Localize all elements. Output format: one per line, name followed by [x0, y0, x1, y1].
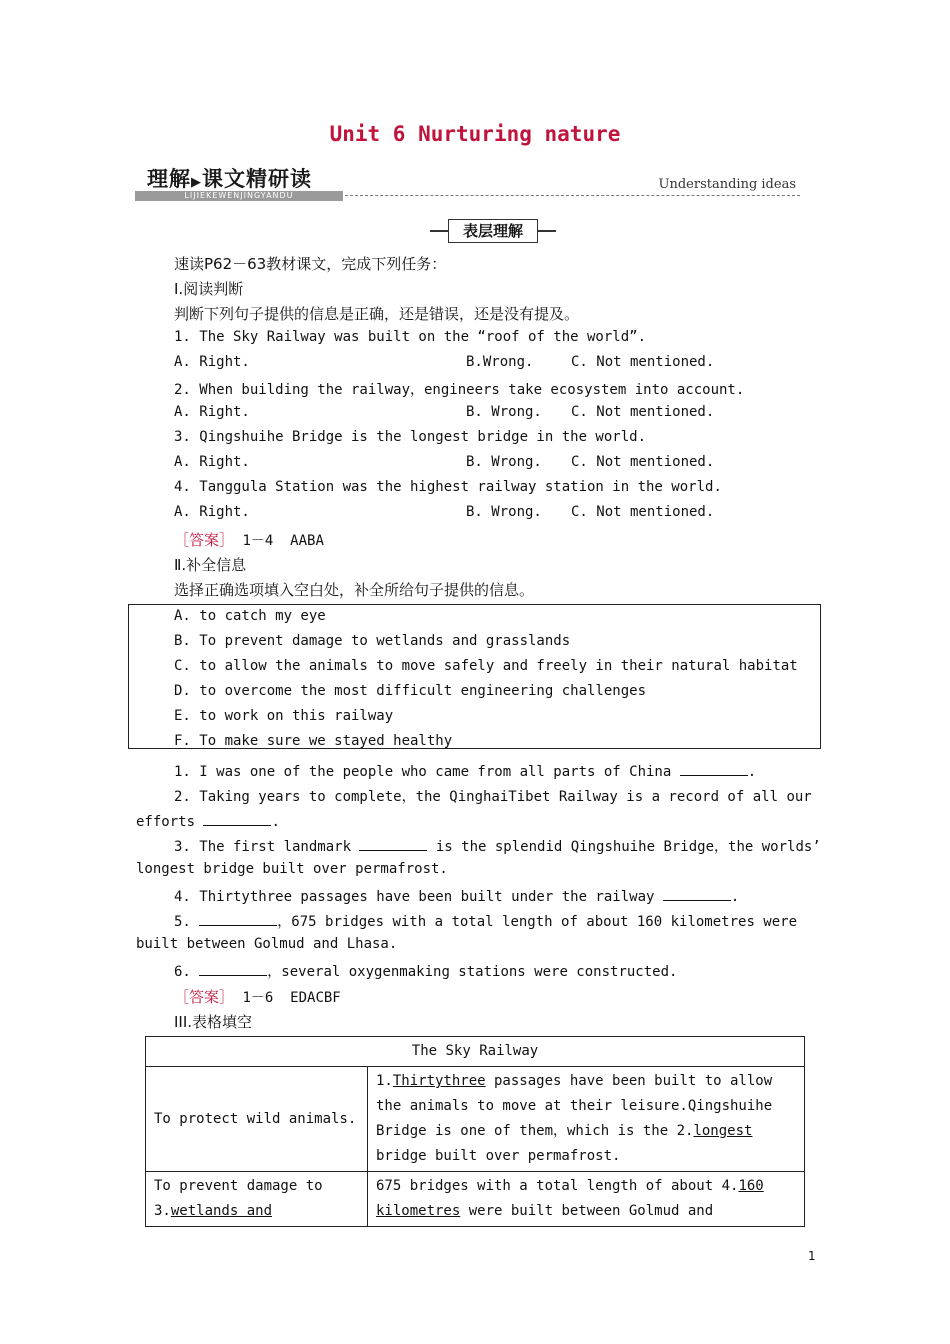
part1-instruction: 判断下列句子提供的信息是正确，还是错误，还是没有提及。	[174, 305, 580, 323]
choice-option: A. to catch my eye	[174, 608, 326, 624]
answer-blank[interactable]	[199, 911, 277, 926]
part3-heading: III.表格填空	[174, 1013, 253, 1031]
option: C. Not mentioned.	[571, 504, 715, 520]
part2-heading: Ⅱ.补全信息	[174, 556, 247, 574]
fill-sentence: 2. Taking years to complete，the QinghaiTibet Railway is a record of all our	[174, 789, 812, 805]
choice-option: D. to overcome the most difficult engineering challenges	[174, 683, 647, 699]
fill-sentence: 5. ，675 bridges with a total length of about 160 kilometres were	[174, 911, 797, 931]
table-cell: 1.Thirtythree passages have been built to allow the animals to move at their leisure.Qingshuihe Bridge is one of them，which is the 2.longest bridge built over permafrost.	[368, 1067, 805, 1172]
option: B. Wrong.	[466, 454, 542, 470]
sky-railway-table	[145, 1036, 805, 1227]
option: C. Not mentioned.	[571, 454, 715, 470]
fill-sentence: built between Golmud and Lhasa.	[136, 936, 398, 952]
table-cell: 675 bridges with a total length of about 4.160 kilometres were built between Golmud and	[368, 1172, 805, 1227]
answer-blank[interactable]	[359, 836, 427, 851]
question: 2. When building the railway，engineers take ecosystem into account.	[174, 382, 745, 398]
choice-option: F. To make sure we stayed healthy	[174, 733, 453, 749]
option: C. Not mentioned.	[571, 404, 715, 420]
fill-sentence: 3. The first landmark is the splendid Qingshuihe Bridge，the worlds’	[174, 836, 821, 856]
filled-answer: wetlands and	[170, 1203, 273, 1219]
options-box	[128, 604, 821, 749]
banner-english: Understanding ideas	[658, 177, 796, 192]
option: C. Not mentioned.	[571, 354, 715, 370]
answer-line: ［答案］ 1－4 AABA	[174, 531, 324, 549]
section-banner	[135, 163, 800, 203]
table-row	[146, 1037, 805, 1067]
banner-pinyin: LIJIEKEWENJINGYANDU	[135, 191, 343, 201]
table-cell: To protect wild animals.	[146, 1067, 368, 1172]
answer-line: ［答案］ 1－6 EDACBF	[174, 988, 341, 1006]
fill-sentence: longest bridge built over permafrost.	[136, 861, 448, 877]
page-title: Unit 6 Nurturing nature	[329, 122, 621, 146]
filled-answer: Thirtythree	[392, 1073, 486, 1089]
filled-answer: longest	[693, 1123, 753, 1139]
table-row	[146, 1067, 805, 1172]
part1-heading: Ⅰ.阅读判断	[174, 280, 244, 298]
table-cell: To prevent damage to 3.wetlands and	[146, 1172, 368, 1227]
option: A. Right.	[174, 504, 250, 520]
filled-answer: 160	[738, 1178, 764, 1194]
banner-divider	[345, 195, 800, 196]
option: A. Right.	[174, 354, 250, 370]
question: 1. The Sky Railway was built on the “roof of the world”.	[174, 329, 647, 345]
option: A. Right.	[174, 404, 250, 420]
fill-sentence: efforts .	[136, 811, 280, 830]
choice-option: C. to allow the animals to move safely and freely in their natural habitat	[174, 658, 798, 674]
option: B. Wrong.	[466, 404, 542, 420]
question: 3. Qingshuihe Bridge is the longest bridge in the world.	[174, 429, 647, 445]
filled-answer: kilometres	[376, 1203, 461, 1219]
option: A. Right.	[174, 454, 250, 470]
intro-text: 速读P62－63教材课文，完成下列任务：	[174, 255, 447, 273]
choice-option: E. to work on this railway	[174, 708, 394, 724]
fill-sentence: 4. Thirtythree passages have been built under the railway .	[174, 886, 739, 905]
answer-blank[interactable]	[203, 811, 271, 826]
fill-sentence: 6. ，several oxygenmaking stations were constructed.	[174, 961, 677, 981]
answer-blank[interactable]	[663, 886, 731, 901]
table-row	[146, 1172, 805, 1227]
banner-title: 理解▶课文精研读	[147, 167, 312, 191]
part2-instruction: 选择正确选项填入空白处，补全所给句子提供的信息。	[174, 581, 535, 599]
choice-option: B. To prevent damage to wetlands and grasslands	[174, 633, 571, 649]
option: B. Wrong.	[466, 504, 542, 520]
question: 4. Tanggula Station was the highest railway station in the world.	[174, 479, 722, 495]
answer-blank[interactable]	[680, 761, 748, 776]
fill-sentence: 1. I was one of the people who came from all parts of China .	[174, 761, 756, 780]
section-tag: 表层理解	[430, 219, 556, 241]
option: B.Wrong.	[466, 354, 534, 370]
answer-blank[interactable]	[199, 961, 267, 976]
table-title: The Sky Railway	[146, 1037, 805, 1067]
page-number: 1	[808, 1249, 816, 1263]
